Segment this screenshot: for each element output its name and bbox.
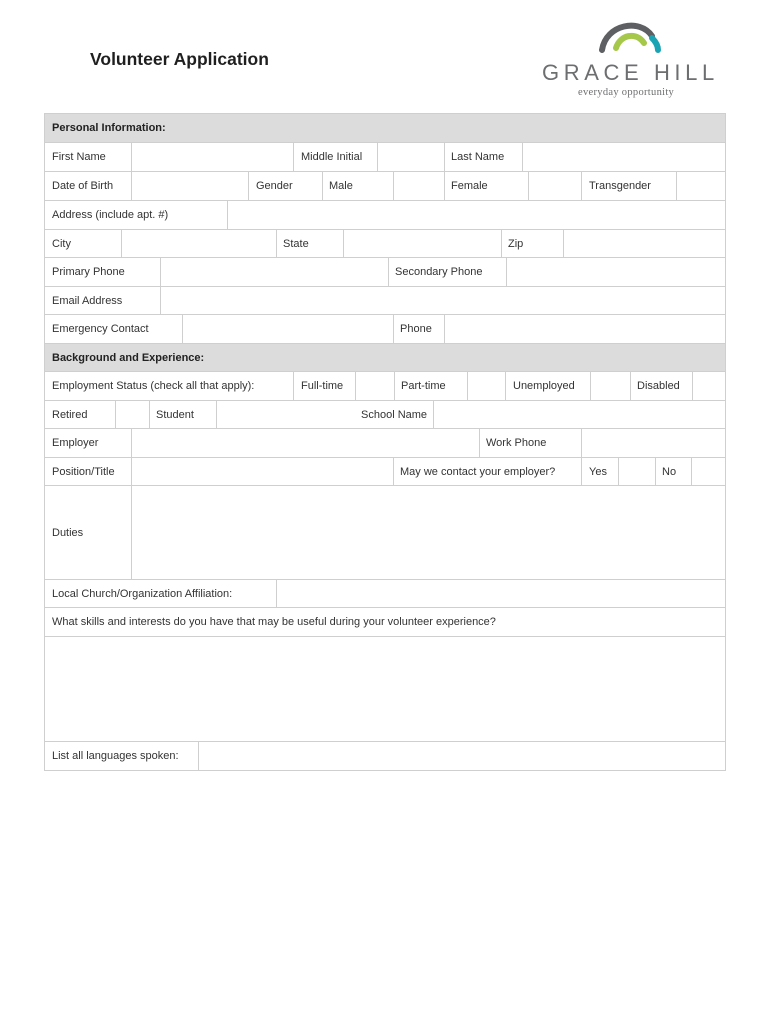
part-time-label: Part-time xyxy=(401,380,446,392)
employment-status-label: Employment Status (check all that apply): xyxy=(52,380,255,392)
school-name-field[interactable] xyxy=(433,401,725,428)
unemployed-checkbox[interactable] xyxy=(590,372,630,400)
gender-label-cell xyxy=(248,172,322,200)
work-phone-field[interactable] xyxy=(581,429,725,457)
male-label: Male xyxy=(329,180,353,192)
male-checkbox[interactable] xyxy=(393,172,444,200)
student-label: Student xyxy=(156,408,194,421)
address-field[interactable] xyxy=(227,201,725,229)
logo-arcs-icon xyxy=(598,18,664,54)
male-label-cell xyxy=(322,172,393,200)
personal-heading: Personal Information: xyxy=(52,122,166,134)
secondary-phone-label-cell xyxy=(388,258,506,286)
emergency-contact-row xyxy=(45,314,725,343)
yes-label-cell xyxy=(581,458,618,485)
disabled-label-cell xyxy=(630,372,692,400)
zip-field[interactable] xyxy=(563,230,725,257)
yes-label: Yes xyxy=(589,465,607,478)
city-field[interactable] xyxy=(121,230,276,257)
skills-field[interactable] xyxy=(45,636,725,741)
email-label: Email Address xyxy=(52,294,123,307)
position-field[interactable] xyxy=(131,458,393,485)
dob-gender-row xyxy=(45,171,725,200)
skills-label: What skills and interests do you have that may be useful during your volunteer experience? xyxy=(52,616,496,628)
grace-hill-logo xyxy=(538,18,723,102)
city-label: City xyxy=(52,237,71,250)
dob-field[interactable] xyxy=(131,172,248,200)
section-heading-background xyxy=(45,343,725,371)
church-row xyxy=(45,579,725,607)
state-label-cell xyxy=(276,230,343,257)
disabled-checkbox[interactable] xyxy=(692,372,725,400)
retired-label: Retired xyxy=(52,408,88,421)
address-row xyxy=(45,200,725,229)
phone-row xyxy=(45,257,725,286)
email-field[interactable] xyxy=(160,287,725,314)
primary-phone-label: Primary Phone xyxy=(52,266,125,278)
full-time-label: Full-time xyxy=(301,380,344,392)
middle-initial-field[interactable] xyxy=(377,143,444,171)
student-checkbox[interactable] xyxy=(216,401,356,428)
address-label: Address (include apt. #) xyxy=(52,209,169,221)
emergency-contact-label: Emergency Contact xyxy=(52,323,149,335)
no-checkbox[interactable] xyxy=(691,458,725,485)
transgender-label-cell xyxy=(581,172,676,200)
female-label: Female xyxy=(451,180,488,192)
middle-initial-label-cell xyxy=(293,143,377,171)
phone-label-cell xyxy=(393,315,444,343)
last-name-label-cell xyxy=(444,143,522,171)
zip-label-cell xyxy=(501,230,563,257)
city-state-zip-row xyxy=(45,229,725,257)
no-label: No xyxy=(662,465,677,478)
position-row xyxy=(45,457,725,485)
transgender-checkbox[interactable] xyxy=(676,172,725,200)
languages-field[interactable] xyxy=(198,742,725,770)
phone-label: Phone xyxy=(400,323,432,335)
school-name-label: School Name xyxy=(361,408,428,421)
full-time-label-cell xyxy=(293,372,355,400)
retired-student-row xyxy=(45,400,725,428)
full-time-checkbox[interactable] xyxy=(355,372,394,400)
emergency-contact-field[interactable] xyxy=(182,315,393,343)
employer-label: Employer xyxy=(52,437,99,449)
female-checkbox[interactable] xyxy=(528,172,581,200)
last-name-field[interactable] xyxy=(522,143,725,171)
church-field[interactable] xyxy=(276,580,725,607)
part-time-label-cell xyxy=(394,372,467,400)
work-phone-label: Work Phone xyxy=(486,437,547,449)
transgender-label: Transgender xyxy=(589,180,651,192)
secondary-phone-field[interactable] xyxy=(506,258,725,286)
employer-field[interactable] xyxy=(131,429,479,457)
background-heading: Background and Experience: xyxy=(52,351,205,364)
section-heading-personal xyxy=(45,113,725,142)
emergency-phone-field[interactable] xyxy=(444,315,725,343)
state-field[interactable] xyxy=(343,230,501,257)
volunteer-application-form xyxy=(44,113,726,771)
middle-initial-label: Middle Initial xyxy=(301,151,363,163)
skills-question-row xyxy=(45,607,725,636)
name-row xyxy=(45,142,725,171)
retired-checkbox[interactable] xyxy=(115,401,149,428)
unemployed-label-cell xyxy=(505,372,590,400)
first-name-field[interactable] xyxy=(131,143,293,171)
employer-row xyxy=(45,428,725,457)
gender-label: Gender xyxy=(256,180,293,192)
unemployed-label: Unemployed xyxy=(513,380,575,392)
last-name-label: Last Name xyxy=(451,151,505,163)
zip-label: Zip xyxy=(508,237,524,250)
work-phone-label-cell xyxy=(479,429,581,457)
state-label: State xyxy=(283,237,309,250)
dob-label: Date of Birth xyxy=(52,180,114,192)
languages-label: List all languages spoken: xyxy=(52,750,179,762)
employment-status-row xyxy=(45,371,725,400)
duties-row xyxy=(45,485,725,579)
first-name-label: First Name xyxy=(52,151,106,163)
email-row xyxy=(45,286,725,314)
page-title: Volunteer Application xyxy=(90,49,269,69)
disabled-label: Disabled xyxy=(637,380,680,392)
position-label: Position/Title xyxy=(52,465,115,478)
contact-employer-label-cell xyxy=(393,458,581,485)
student-label-cell xyxy=(149,401,216,428)
logo-brand-name: GRACE HILL xyxy=(542,60,719,85)
yes-checkbox[interactable] xyxy=(618,458,655,485)
logo-tagline: everyday opportunity xyxy=(578,87,675,98)
church-label: Local Church/Organization Affiliation: xyxy=(52,587,233,600)
languages-row xyxy=(45,741,725,770)
duties-field[interactable] xyxy=(131,486,725,579)
contact-employer-label: May we contact your employer? xyxy=(400,465,556,478)
duties-label: Duties xyxy=(52,526,84,539)
part-time-checkbox[interactable] xyxy=(467,372,505,400)
no-label-cell xyxy=(655,458,691,485)
primary-phone-field[interactable] xyxy=(160,258,388,286)
female-label-cell xyxy=(444,172,528,200)
secondary-phone-label: Secondary Phone xyxy=(395,266,483,278)
